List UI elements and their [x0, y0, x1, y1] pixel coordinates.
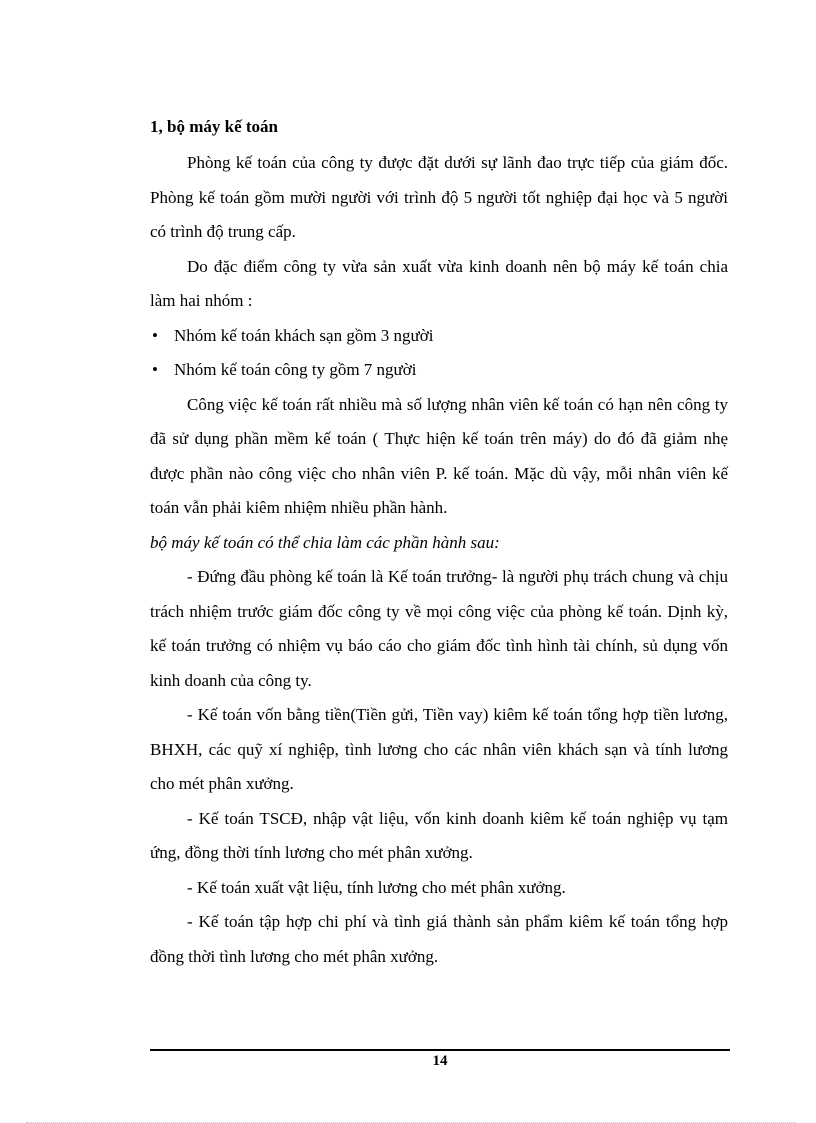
list-item: [150, 353, 728, 388]
page-body: [150, 112, 728, 974]
list-item-text: Nhóm kế toán khách sạn gồm 3 người: [174, 325, 434, 345]
paragraph-accounting-office: Phòng kế toán của công ty được đặt dưới sự lãnh đao trực tiếp của giám đốc. Phòng kế toán gồm mười người với trình độ 5 người tốt nghiệp đại học và 5 người có trình độ trung cấp.: [150, 153, 728, 241]
footer-divider: [150, 1049, 730, 1051]
list-item: [150, 319, 728, 354]
page-number: 14: [432, 1053, 448, 1069]
paragraph-chief-accountant: - Đứng đầu phòng kế toán là Kế toán trưởng- là người phụ trách chung và chịu trách nhiệm trước giám đốc công ty về mọi công việc của phòng kế toán. Dịnh kỳ, kế toán trưởng có nhiệm vụ báo cáo cho giám đốc tình hình tài chính, sủ dụng vốn kinh doanh của công ty.: [150, 567, 728, 690]
bullet-icon: •: [152, 360, 158, 379]
paragraph-division-intro: Do đặc điểm công ty vừa sản xuất vừa kinh doanh nên bộ máy kế toán chia làm hai nhóm :: [150, 256, 728, 310]
paragraph-material-accountant: - Kế toán xuất vật liệu, tính lương cho mét phân xưởng.: [187, 877, 566, 897]
paragraph-workload: Công việc kế toán rất nhiều mà số lượng nhân viên kế toán có hạn nên công ty đã sử dụng phần mềm kế toán ( Thực hiện kế toán trên máy) do đó đã giảm nhẹ được phần nào công việc cho nhân viên P. kế toán. Mặc dù vậy, mỗi nhân viên kế toán vẫn phải kiêm nhiệm nhiều phần hành.: [150, 394, 728, 517]
list-item-text: Nhóm kế toán công ty gồm 7 người: [174, 360, 417, 379]
section-heading: 1, bộ máy kế toán: [150, 117, 278, 136]
paragraph-cost-accountant: - Kế toán tập hợp chi phí và tình giá thành sản phẩm kiêm kế toán tổng hợp đồng thời tình lương cho mét phân xưởng.: [150, 912, 728, 966]
bullet-icon: •: [152, 325, 158, 345]
paragraph-fixed-asset-accountant: - Kế toán TSCĐ, nhập vật liệu, vốn kinh doanh kiêm kế toán nghiệp vụ tạm ứng, đồng thời tính lương cho mét phân xưởng.: [150, 808, 728, 862]
paragraph-cash-accountant: - Kế toán vốn bằng tiền(Tiền gửi, Tiền vay) kiêm kế toán tổng hợp tiền lương, BHXH, các quỹ xí nghiệp, tình lương cho các nhân viên khách sạn và tính lương cho mét phân xưởng.: [150, 705, 728, 793]
italic-subheading: bộ máy kế toán có thể chia làm các phần hành sau:: [150, 532, 500, 552]
group-list: [150, 319, 728, 388]
